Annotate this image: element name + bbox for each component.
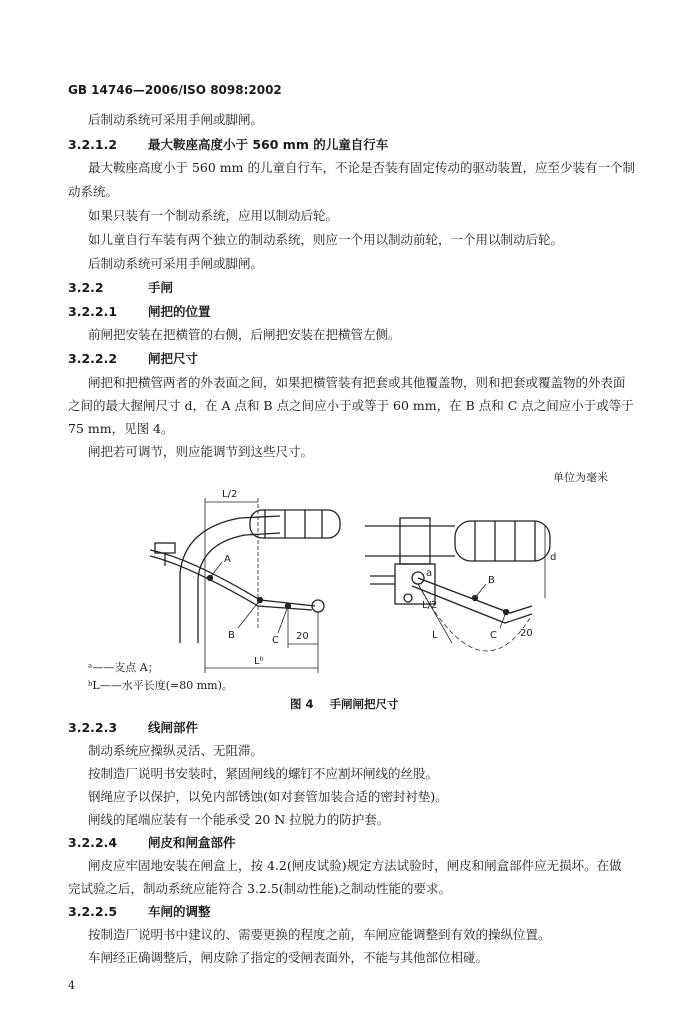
section-heading-3-2-1-2 [68,137,388,153]
paragraph: 最大鞍座高度小于 560 mm 的儿童自行车，不论是否装有固定传动的驱动装置，应至少装有一个制 [88,160,635,175]
section-heading-3-2-2-3 [68,720,198,736]
label-L-right: L [432,630,438,641]
section-title: 闸把的位置 [148,304,211,319]
label-B-right: B [488,575,495,586]
paragraph: 如果只装有一个制动系统，应用以制动后轮。 [88,208,339,223]
paragraph: 闸皮应牢固地安装在闸盒上，按 4.2(闸皮试验)规定方法试验时，闸皮和闸盒部件应无损坏。在做 [88,858,622,873]
section-number: 3.2.2.2 [68,351,118,366]
section-number: 3.2.2.4 [68,835,118,850]
section-number: 3.2.2 [68,280,104,295]
section-title: 手闸 [148,280,174,295]
label-L-sup: Lᵇ [254,656,264,667]
paragraph: 钢绳应予以保护，以免内部锈蚀(如对套管加装合适的密封衬垫)。 [88,789,448,804]
section-title: 车闸的调整 [148,904,211,919]
paragraph: 按制造厂说明书安装时，紧固闸线的螺钉不应割坏闸线的丝股。 [88,766,439,781]
unit-note: 单位为毫米 [553,471,608,484]
paragraph: 闸把若可调节，则应能调节到这些尺寸。 [88,444,314,459]
paragraph: 前闸把安装在把横管的右侧，后闸把安装在把横管左侧。 [88,327,401,342]
paragraph: 75 mm，见图 4。 [68,421,174,436]
paragraph: 之间的最大握闸尺寸 d，在 A 点和 B 点之间应小于或等于 60 mm，在 B 点和 C 点之间应小于或等于 [68,398,634,413]
paragraph: 闸把和把横管两者的外表面之间，如果把横管装有把套或其他覆盖物，则和把套或覆盖物的外表面 [88,375,626,390]
paragraph: 如儿童自行车装有两个独立的制动系统，则应一个用以制动前轮，一个用以制动后轮。 [88,232,564,247]
brake-lever-figure [150,488,570,688]
section-heading-3-2-2-2 [68,351,198,367]
section-title: 最大鞍座高度小于 560 mm 的儿童自行车 [148,137,389,152]
paragraph: 闸线的尾端应装有一个能承受 20 N 拉脱力的防护套。 [88,812,390,827]
page-number: 4 [68,979,75,992]
label-a: a [426,568,433,579]
caption-number: 图 4 [290,697,314,711]
paragraph: 后制动系统可采用手闸或脚闸。 [88,256,264,271]
paragraph: 车闸经正确调整后，闸皮除了指定的受闸表面外，不能与其他部位相碰。 [88,950,489,965]
section-heading-3-2-2-5 [68,904,211,920]
label-C-right: C [490,630,497,641]
paragraph: 制动系统应操纵灵活、无阻滞。 [88,743,264,758]
label-C: C [272,635,279,646]
paragraph: 完试验之后，制动系统应能符合 3.2.5(制动性能)之制动性能的要求。 [68,881,452,896]
label-20-right: 20 [520,628,533,639]
paragraph: 动系统。 [68,184,119,199]
brake-lever [150,550,315,606]
grip-right [455,521,550,561]
figure-note-a: ᵃ——支点 A； [88,661,159,674]
section-title: 闸把尺寸 [148,351,199,366]
section-title: 线闸部件 [148,720,199,735]
paragraph: 后制动系统可采用手闸或脚闸。 [88,112,264,127]
section-number: 3.2.1.2 [68,137,118,152]
section-heading-3-2-2-1 [68,304,211,320]
paragraph: 按制造厂说明书中建议的、需要更换的程度之前，车闸应能调整到有效的操纵位置。 [88,927,551,942]
section-number: 3.2.2.5 [68,904,118,919]
label-half-L-right: L/2 [422,600,438,611]
caption-title: 手闸闸把尺寸 [329,697,399,711]
section-number: 3.2.2.3 [68,720,118,735]
figure-note-b: ᵇL——水平长度(=80 mm)。 [88,679,233,692]
label-A: A [224,554,231,565]
label-B: B [228,630,235,641]
section-heading-3-2-2 [68,280,173,296]
label-half-L: L/2 [222,489,238,500]
section-heading-3-2-2-4 [68,835,236,851]
section-title: 闸皮和闸盒部件 [148,835,236,850]
figure-caption [290,696,399,712]
label-20: 20 [296,631,309,642]
standard-header: GB 14746—2006/ISO 8098:2002 [68,83,282,97]
section-number: 3.2.2.1 [68,304,118,319]
label-d: d [550,552,557,563]
